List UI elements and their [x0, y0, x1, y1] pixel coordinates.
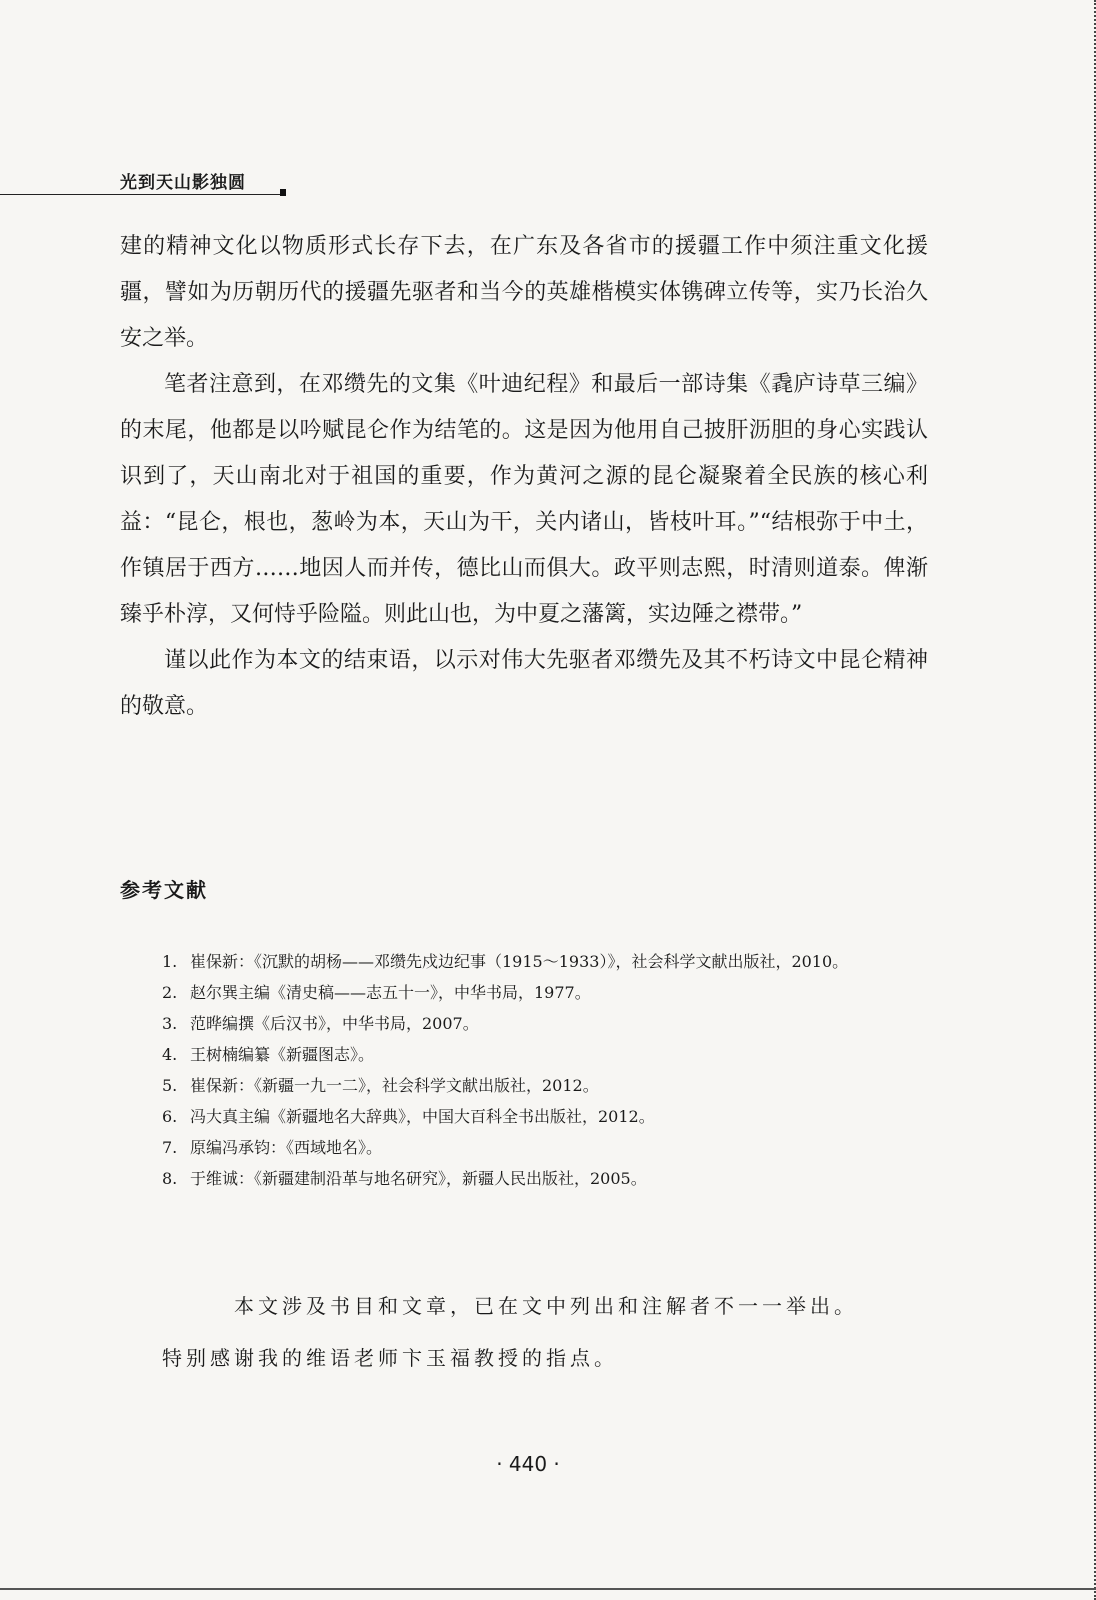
references-heading: 参考文献	[120, 878, 208, 902]
scan-edge	[1088, 0, 1096, 1600]
reference-text: 崔保新：《新疆一九一二》，社会科学文献出版社，2012。	[190, 1076, 599, 1095]
reference-number: 4.	[162, 1045, 178, 1064]
reference-number: 3.	[162, 1014, 178, 1033]
reference-number: 1.	[162, 952, 178, 971]
reference-text: 赵尔巽主编《清史稿——志五十一》，中华书局，1977。	[190, 983, 591, 1002]
running-header: 光到天山影独圆	[120, 173, 246, 193]
header-rule	[0, 194, 286, 195]
reference-item	[162, 946, 932, 977]
body-text	[120, 224, 928, 730]
author-note	[162, 1280, 952, 1384]
paragraph-continuation: 建的精神文化以物质形式长存下去，在广东及各省市的援疆工作中须注重文化援疆，譬如为历朝历代的援疆先驱者和当今的英雄楷模实体镌碑立传等，实乃长治久安之举。	[120, 234, 928, 351]
references-list	[162, 946, 932, 1194]
reference-text: 原编冯承钧：《西域地名》。	[190, 1138, 383, 1157]
reference-text: 范晔编撰《后汉书》，中华书局，2007。	[190, 1014, 479, 1033]
reference-item	[162, 1039, 932, 1070]
reference-text: 王树楠编纂《新疆图志》。	[190, 1045, 375, 1064]
reference-number: 2.	[162, 983, 178, 1002]
paragraph-kunlun: 笔者注意到，在邓缵先的文集《叶迪纪程》和最后一部诗集《毳庐诗草三编》的末尾，他都是以吟赋昆仑作为结笔的。这是因为他用自己披肝沥胆的身心实践认识到了，天山南北对于祖国的重要，作为黄河之源的昆仑凝聚着全民族的核心利益：“昆仑，根也，葱岭为本，天山为干，关内诸山，皆枝叶耳。”“结根弥于中土，作镇居于西方……地因人而并传，德比山而俱大。政平则志熙，时清则道泰。俾渐臻乎朴淳，又何恃乎险隘。则此山也，为中夏之藩篱，实边陲之襟带。”	[120, 372, 928, 627]
reference-item	[162, 977, 932, 1008]
reference-number: 5.	[162, 1076, 178, 1095]
reference-item	[162, 1132, 932, 1163]
reference-text: 崔保新：《沉默的胡杨——邓缵先戍边纪事（1915～1933）》，社会科学文献出版社，2010。	[190, 952, 849, 971]
reference-item	[162, 1008, 932, 1039]
reference-number: 6.	[162, 1107, 178, 1126]
scan-bottom-edge	[0, 1588, 1096, 1590]
header-square-marker	[280, 189, 286, 196]
author-note-line: 本文涉及书目和文章，已在文中列出和注解者不一一举出。	[234, 1294, 858, 1318]
author-note-line: 特别感谢我的维语老师卞玉福教授的指点。	[162, 1346, 618, 1370]
reference-text: 冯大真主编《新疆地名大辞典》，中国大百科全书出版社，2012。	[190, 1107, 655, 1126]
reference-item	[162, 1101, 932, 1132]
reference-number: 7.	[162, 1138, 178, 1157]
reference-text: 于维诚：《新疆建制沿革与地名研究》，新疆人民出版社，2005。	[190, 1169, 647, 1188]
reference-item	[162, 1163, 932, 1194]
page-number: · 440 ·	[496, 1452, 560, 1476]
paragraph-conclusion: 谨以此作为本文的结束语，以示对伟大先驱者邓缵先及其不朽诗文中昆仑精神的敬意。	[120, 648, 928, 719]
reference-item	[162, 1070, 932, 1101]
reference-number: 8.	[162, 1169, 178, 1188]
